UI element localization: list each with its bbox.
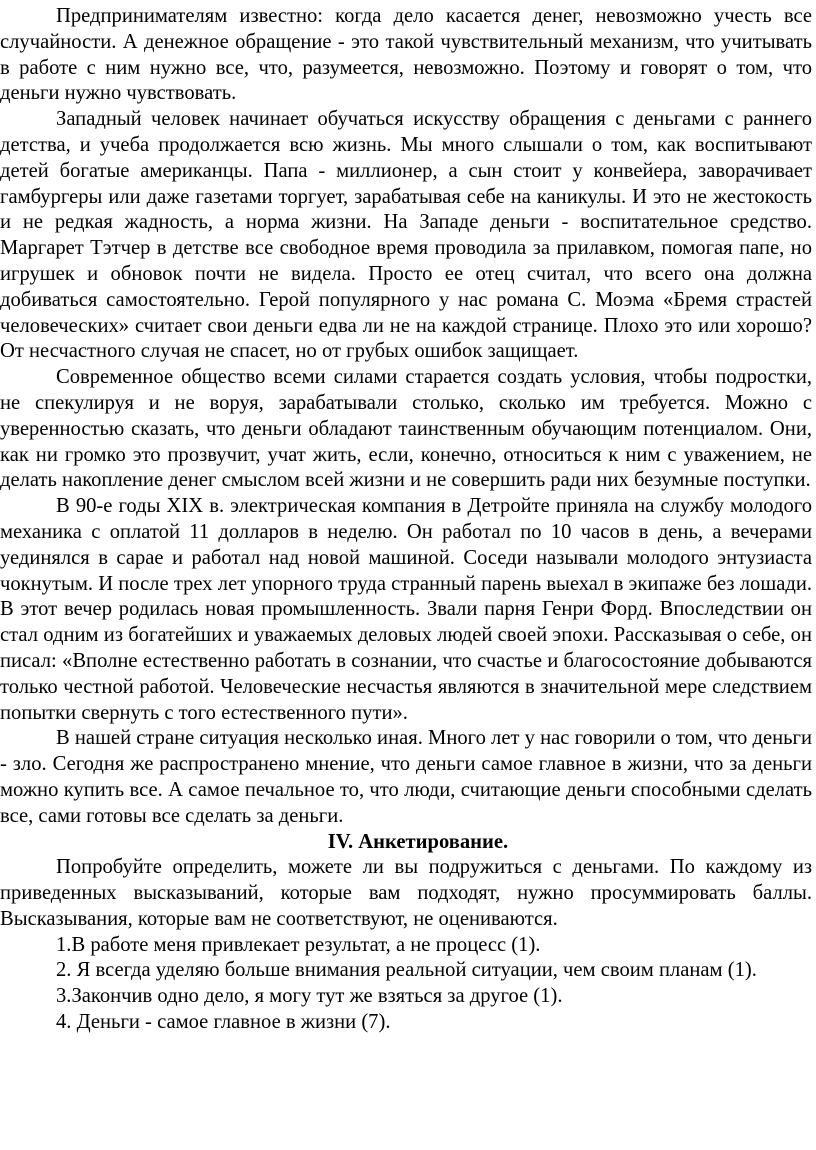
survey-item-2: 2. Я всегда уделяю больше внимания реальной ситуации, чем своим планам (1). [56,959,757,982]
paragraph-3: Современное общество всеми силами старается создать условия, чтобы подростки, не спекулируя и не воруя, зарабатывали столько, сколько им требуется. Можно с уверенностью сказать, что деньги обладают таинственным обучающим потенциалом. Они, как ни громко это прозвучит, учат жить, если, конечно, относиться к ним с уважением, не делать накопление денег смыслом всей жизни и не совершить ради них безумные поступки. [0,366,812,492]
survey-item-3: 3.Закончив одно дело, я могу тут же взяться за другое (1). [56,985,563,1008]
paragraph-1: Предпринимателям известно: когда дело касается денег, невозможно учесть все случайности. А денежное обращение - это такой чувствительный механизм, что учитывать в работе с ним нужно все, что, разумеется, невозможно. Поэтому и говорят о том, что деньги нужно чувствовать. [0,5,812,105]
survey-item-4: 4. Деньги - самое главное в жизни (7). [56,1011,391,1034]
section-heading: IV. Анкетирование. [327,830,509,853]
paragraph-2: Западный человек начинает обучаться искусству обращения с деньгами с раннего детства, и учеба продолжается всю жизнь. Мы много слышали о том, как воспитывают детей богатые американцы. Папа - миллионер, а сын стоит у конвейера, заворачивает гамбургеры или даже газетами торгует, зарабатывая себе на каникулы. И это не жестокость и не редкая жадность, а норма жизни. На Западе деньги - воспитательное средство. Маргарет Тэтчер в детстве все свободное время проводила за прилавком, помогая папе, но игрушек и обновок почти не видела. Просто ее отец считал, что всего она должна добиваться самостоятельно. Герой популярного у нас романа С. Моэма «Бремя страстей человеческих» считает свои деньги едва ли не на каждой странице. Плохо это или хорошо? От несчастного случая не спасет, но от грубых ошибок защищает. [0,108,812,363]
survey-item-1: 1.В работе меня привлекает результат, а не процесс (1). [56,933,541,956]
survey-intro: Попробуйте определить, можете ли вы подружиться с деньгами. По каждому из приведенных высказываний, которые вам подходят, нужно просуммировать баллы. Высказывания, которые вам не соответствуют, не оцениваются. [0,856,812,930]
paragraph-5: В нашей стране ситуация несколько иная. Много лет у нас говорили о том, что деньги - зло. Сегодня же распространено мнение, что деньги самое главное в жизни, что за деньги можно купить все. А самое печальное то, что люди, считающие деньги способными сделать все, сами готовы все сделать за деньги. [0,727,812,827]
paragraph-4: В 90-е годы XIX в. электрическая компания в Детройте приняла на службу молодого механика с оплатой 11 долларов в неделю. Он работал по 10 часов в день, а вечерами уединялся в сарае и работал над новой машиной. Соседи называли молодого энтузиаста чокнутым. И после трех лет упорного труда странный парень выехал в экипаже без лошади. В этот вечер родилась новая промышленность. Звали парня Генри Форд. Впоследствии он стал одним из богатейших и уважаемых деловых людей своей эпохи. Рассказывая о себе, он писал: «Вполне естественно работать в сознании, что счастье и благосостояние добываются только честной работой. Человеческие несчастья являются в значительной мере следствием попытки свернуть с того естественного пути». [0,495,812,724]
